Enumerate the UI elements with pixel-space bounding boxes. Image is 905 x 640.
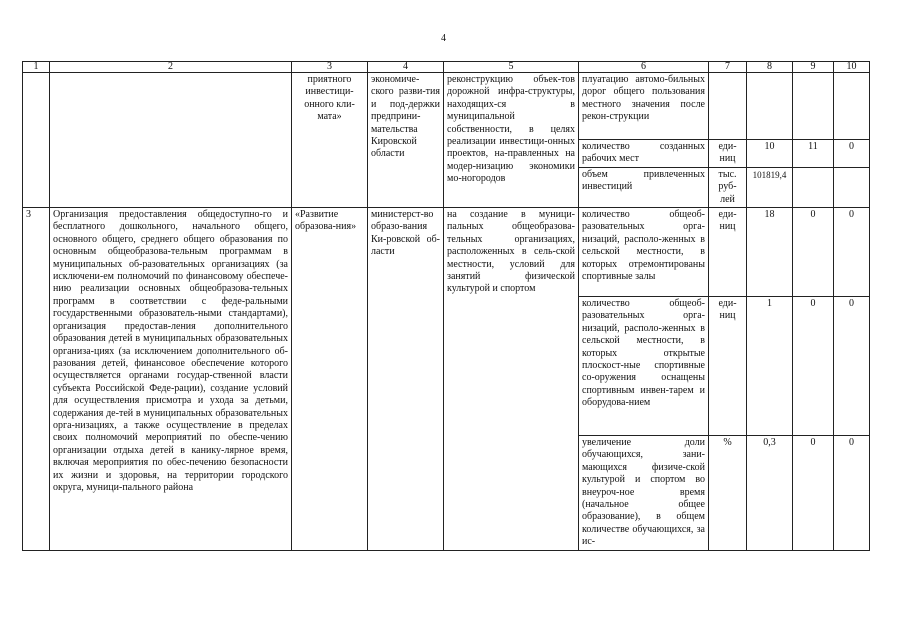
column-header-9: 9 <box>793 62 834 73</box>
indicator-unit: еди-ниц <box>709 140 747 168</box>
column-header-1: 1 <box>23 62 50 73</box>
indicator-unit: % <box>709 436 747 551</box>
column-header-7: 7 <box>709 62 747 73</box>
indicator-value-col8: 18 <box>747 208 793 297</box>
column-header-6: 6 <box>579 62 709 73</box>
responsible-cell: экономиче-ского разви-тия и под-держки предприни-мательства Кировской области <box>368 73 444 208</box>
table-row-continued-a <box>23 73 870 140</box>
column-header-10: 10 <box>834 62 870 73</box>
column-header-2: 2 <box>50 62 292 73</box>
indicator-unit <box>709 73 747 140</box>
row-number-cell <box>23 73 50 208</box>
indicator-value-col10 <box>834 73 870 140</box>
purpose-cell: реконструкцию объек-тов дорожной инфра-структуры, находящих-ся в муниципальной собственности, в целях реализации инвестици-онных проектов, на-правленных на модер-низацию экономики мо-ногородов <box>444 73 579 208</box>
indicator-name: количество созданных рабочих мест <box>579 140 709 168</box>
indicator-unit: еди-ниц <box>709 297 747 436</box>
row-number: 3 <box>23 208 50 551</box>
indicator-name: плуатацию автомо-бильных дорог общего пользования местного значения после рекон-струкции <box>579 73 709 140</box>
table-row-3a <box>23 208 870 297</box>
indicator-value-col10: 0 <box>834 297 870 436</box>
column-header-row <box>23 62 870 73</box>
indicator-value-col10: 0 <box>834 436 870 551</box>
indicator-name: количество общеоб-разовательных орга-низаций, располо-женных в сельской местности, в которых открытые плоскост-ные спортивные со-оружения оснащены спортивным инвен-тарем и оборудова-нием <box>579 297 709 436</box>
indicator-value-col8: 10 <box>747 140 793 168</box>
indicator-value-col9: 0 <box>793 208 834 297</box>
program-cell: приятного инвестици-онного кли-мата» <box>292 73 368 208</box>
description-cell <box>50 73 292 208</box>
purpose-cell: на создание в муници-пальных общеобразова-тельных организациях, расположенных в сель-ской местности, условий для занятий физической культурой и спортом <box>444 208 579 551</box>
indicator-unit: еди-ниц <box>709 208 747 297</box>
responsible-cell: министерст-во образо-вания Ки-ровской об-ласти <box>368 208 444 551</box>
column-header-8: 8 <box>747 62 793 73</box>
description-cell: Организация предоставления общедоступно-го и бесплатного дошкольного, начального общего, основного общего, среднего общего образования по основным общеобразова-тельным программам в муниципальных об-разовательных организациях (за исключени-ем полномочий по финансовому обеспече-нию реализации основных общеобразова-тельных программ в соответствии с феде-ральными государственными образователь-ными стандартами), организация предостав-ления дополнительного образования детей в муниципальных образовательных организа-циях (за исключением дополнительного об-разования детей, финансовое обеспечение которого осуществляется органами государ-ственной власти субъекта Российской Феде-рации), создание условий для осуществления присмотра и ухода за детьми, содержания де-тей в муниципальных образовательных орга-низациях, а также осуществление в пределах своих полномочий мероприятий по обеспе-чению организации отдыха детей в канику-лярное время, включая мероприятия по обес-печению безопасности их жизни и здоровья, на территории городского округа, муници-пального района <box>50 208 292 551</box>
program-cell: «Развитие образова-ния» <box>292 208 368 551</box>
page-number: 4 <box>441 33 446 44</box>
indicator-value-col9: 11 <box>793 140 834 168</box>
indicator-name: количество общеоб-разовательных орга-низаций, располо-женных в сельской местности, в которых отремонтированы спортивные залы <box>579 208 709 297</box>
indicator-value-col9: 0 <box>793 297 834 436</box>
column-header-3: 3 <box>292 62 368 73</box>
indicator-value-col10: 0 <box>834 140 870 168</box>
program-table <box>22 61 870 551</box>
indicator-value-col8 <box>747 73 793 140</box>
column-header-5: 5 <box>444 62 579 73</box>
indicator-value-col9 <box>793 73 834 140</box>
indicator-unit: тыс. руб-лей <box>709 167 747 207</box>
indicator-name: объем привлеченных инвестиций <box>579 167 709 207</box>
indicator-value-col8: 101819,4 <box>747 167 793 207</box>
indicator-value-col10: 0 <box>834 208 870 297</box>
indicator-value-col9 <box>793 167 834 207</box>
indicator-value-col8: 0,3 <box>747 436 793 551</box>
indicator-name: увеличение доли обучающихся, зани-мающихся физиче-ской культурой и спортом во внеуроч-ное время (начальное общее образование), в общем количестве обучающихся, за ис- <box>579 436 709 551</box>
indicator-value-col9: 0 <box>793 436 834 551</box>
column-header-4: 4 <box>368 62 444 73</box>
indicator-value-col8: 1 <box>747 297 793 436</box>
indicator-value-col10 <box>834 167 870 207</box>
